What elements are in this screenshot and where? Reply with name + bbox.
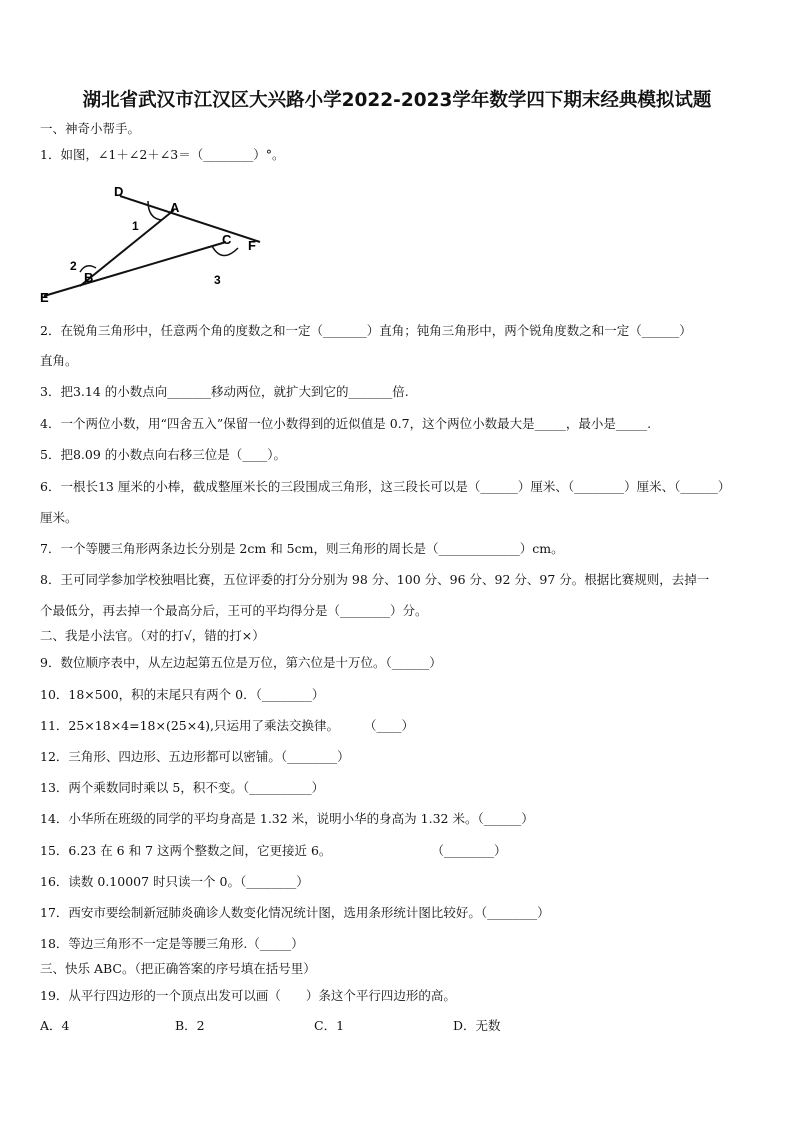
point-label-b: B: [84, 270, 94, 285]
question-14: 14．小华所在班级的同学的平均身高是 1.32 米，说明小华的身高为 1.32 米。（______）: [40, 811, 534, 826]
question-17: 17．西安市要绘制新冠肺炎确诊人数变化情况统计图，选用条形统计图比较好。（________）: [40, 905, 550, 920]
question-6-cont: 厘米。: [40, 510, 78, 525]
point-label-e: E: [40, 290, 49, 305]
question-5: 5．把8.09 的小数点向右移三位是（____）。: [40, 447, 287, 462]
question-2-cont: 直角。: [40, 353, 78, 368]
question-6: 6．一根长13 厘米的小棒，截成整厘米长的三段围成三角形，这三段长可以是（______）厘米、（________）厘米、（______）: [40, 479, 731, 494]
question-8: 8．王可同学参加学校独唱比赛，五位评委的打分分别为 98 分、100 分、96 分、92 分、97 分。根据比赛规则，去掉一: [40, 572, 710, 587]
option-a: A．4: [40, 1018, 70, 1033]
angle-label-1: 1: [132, 219, 139, 233]
question-4: 4．一个两位小数，用“四舍五入”保留一位小数得到的近似值是 0.7，这个两位小数最大是_____，最小是_____.: [40, 416, 652, 431]
section-1-heading: 一、神奇小帮手。: [40, 121, 141, 136]
question-3: 3．把3.14 的小数点向_______移动两位，就扩大到它的_______倍.: [40, 384, 409, 399]
angle-arc-3: [212, 246, 238, 256]
angle-label-3: 3: [214, 273, 221, 287]
question-19: 19．从平行四边形的一个顶点出发可以画（ ）条这个平行四边形的高。: [40, 988, 456, 1003]
question-1: 1．如图，∠1＋∠2＋∠3＝（________）°。: [40, 147, 285, 162]
question-13: 13．两个乘数同时乘以 5，积不变。（__________）: [40, 780, 325, 795]
question-18: 18．等边三角形不一定是等腰三角形.（_____）: [40, 936, 304, 951]
question-12: 12．三角形、四边形、五边形都可以密铺。（________）: [40, 749, 350, 764]
line-ba: [80, 210, 174, 286]
option-d: D．无数: [453, 1018, 501, 1033]
angle-label-2: 2: [70, 259, 77, 273]
question-8-cont: 个最低分，再去掉一个最高分后，王可的平均得分是（________）分。: [40, 603, 428, 618]
question-9: 9．数位顺序表中，从左边起第五位是万位，第六位是十万位。（______）: [40, 655, 442, 670]
point-label-a: A: [170, 200, 180, 215]
question-11: 11．25×18×4=18×(25×4),只运用了乘法交换律。 （____）: [40, 718, 415, 733]
line-dcf: [120, 196, 260, 242]
question-10: 10．18×500，积的末尾只有两个 0．（________）: [40, 687, 325, 702]
point-label-c: C: [222, 232, 232, 247]
option-b: B．2: [175, 1018, 205, 1033]
point-label-f: F: [248, 238, 256, 253]
section-2-heading: 二、我是小法官。（对的打√，错的打×）: [40, 628, 265, 643]
question-15: 15．6.23 在 6 和 7 这两个整数之间，它更接近 6。 （________）: [40, 843, 507, 858]
page-title: 湖北省武汉市江汉区大兴路小学2022-2023学年数学四下期末经典模拟试题: [82, 90, 712, 111]
section-3-heading: 三、快乐 ABC。（把正确答案的序号填在括号里）: [40, 961, 316, 976]
point-label-d: D: [114, 184, 124, 199]
question-2: 2．在锐角三角形中，任意两个角的度数之和一定（_______）直角；钝角三角形中，两个锐角度数之和一定（______）: [40, 323, 692, 338]
question-7: 7．一个等腰三角形两条边长分别是 2cm 和 5cm，则三角形的周长是（_____________）cm。: [40, 541, 564, 556]
question-16: 16．读数 0.10007 时只读一个 0。（________）: [40, 874, 309, 889]
option-c: C．1: [314, 1018, 345, 1033]
angle-arc-1: [148, 201, 161, 220]
geometry-figure: [36, 178, 276, 306]
